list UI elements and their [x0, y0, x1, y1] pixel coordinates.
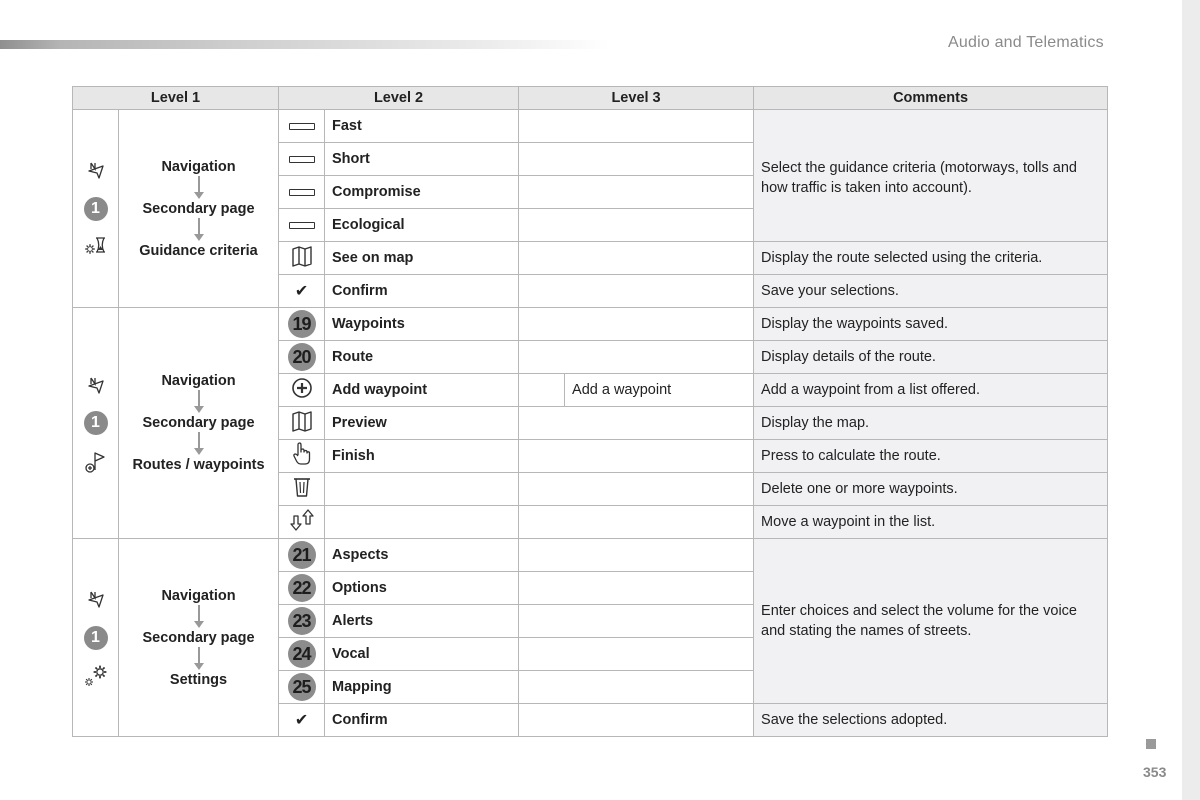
number-20-badge: 20 [288, 343, 316, 371]
page-number: 353 [1143, 764, 1167, 780]
level2-icon-cell [279, 671, 325, 704]
level2-label: Confirm [325, 275, 519, 308]
level3-cell [519, 572, 754, 605]
comment-cell: Move a waypoint in the list. [754, 506, 1108, 539]
down-arrow-icon [119, 604, 278, 630]
down-arrow-icon [119, 431, 278, 457]
level3-cell [519, 407, 754, 440]
level1-icon-cell [73, 308, 119, 539]
level2-label: Add waypoint [325, 374, 519, 407]
comment-cell: Display the waypoints saved. [754, 308, 1108, 341]
level1-path-cell [119, 539, 279, 737]
level2-label: Short [325, 143, 519, 176]
move-arrows-icon [288, 508, 316, 532]
navigation-icon [82, 586, 109, 613]
level2-icon-cell [279, 605, 325, 638]
level3-cell [519, 704, 754, 737]
level3-cell [519, 242, 754, 275]
level2-label: Waypoints [325, 308, 519, 341]
level2-icon-cell [279, 275, 325, 308]
trash-icon [292, 476, 312, 498]
comment-cell: Press to calculate the route. [754, 440, 1108, 473]
check-icon: ✔ [294, 712, 309, 729]
level2-label: Options [325, 572, 519, 605]
header-gradient-bar [0, 40, 610, 49]
level2-label: See on map [325, 242, 519, 275]
level3-cell [519, 506, 754, 539]
level1-path-cell [119, 308, 279, 539]
level3-label: Add a waypoint [565, 374, 754, 407]
level2-icon-cell [279, 704, 325, 737]
header-comments: Comments [754, 87, 1108, 110]
header-level-2: Level 2 [279, 87, 519, 110]
level2-icon-cell [279, 506, 325, 539]
level2-icon-cell [279, 308, 325, 341]
level3-cell [519, 176, 754, 209]
level2-label: Fast [325, 110, 519, 143]
page-marker [1146, 739, 1156, 749]
table-row [73, 539, 1108, 572]
number-24-badge: 24 [288, 640, 316, 668]
comment-cell: Save the selections adopted. [754, 704, 1108, 737]
number-1-badge: 1 [84, 197, 108, 221]
header-level-1: Level 1 [73, 87, 279, 110]
level1-secondary-page: Secondary page [142, 415, 255, 431]
number-22-badge: 22 [288, 574, 316, 602]
level2-label: Alerts [325, 605, 519, 638]
header-level-3: Level 3 [519, 87, 754, 110]
level1-path-cell [119, 110, 279, 308]
level1-navigation: Navigation [161, 587, 236, 604]
level2-label: Compromise [325, 176, 519, 209]
route-waypoint-flag-icon [82, 448, 109, 475]
plus-circle-icon [291, 377, 313, 399]
level3-cell [519, 638, 754, 671]
navigation-icon [82, 371, 109, 398]
level2-label [325, 473, 519, 506]
comment-cell: Select the guidance criteria (motorways, tolls and how traffic is taken into account). [754, 110, 1108, 242]
level2-icon-cell [279, 407, 325, 440]
number-21-badge: 21 [288, 541, 316, 569]
level2-label: Confirm [325, 704, 519, 737]
level3-cell [519, 143, 754, 176]
level3-cell [519, 341, 754, 374]
level2-icon-cell [279, 572, 325, 605]
down-arrow-icon [119, 217, 278, 243]
settings-gears-icon [82, 663, 109, 690]
level2-icon-cell [279, 341, 325, 374]
level3-cell [519, 605, 754, 638]
comment-cell: Display details of the route. [754, 341, 1108, 374]
navigation-icon [82, 157, 109, 184]
level1-icon-cell [73, 539, 119, 737]
map-icon [291, 245, 313, 267]
level2-icon-cell [279, 440, 325, 473]
dash-icon [289, 222, 315, 229]
level3-cell [519, 440, 754, 473]
level1-routes-waypoints: Routes / waypoints [132, 457, 265, 473]
table-row [73, 110, 1108, 143]
level1-settings: Settings [169, 671, 228, 688]
navigation-menu-table [72, 86, 1108, 737]
level3-cell [519, 539, 754, 572]
level3-cell [519, 110, 754, 143]
level2-label: Ecological [325, 209, 519, 242]
level2-label: Preview [325, 407, 519, 440]
level2-icon-cell [279, 473, 325, 506]
level2-icon-cell [279, 209, 325, 242]
level2-icon-cell [279, 176, 325, 209]
level3-cell [519, 209, 754, 242]
level1-secondary-page: Secondary page [142, 200, 255, 217]
level1-icon-cell [73, 110, 119, 308]
number-1-badge: 1 [84, 411, 108, 435]
level2-icon-cell [279, 638, 325, 671]
comment-cell: Save your selections. [754, 275, 1108, 308]
level2-icon-cell [279, 374, 325, 407]
dash-icon [289, 189, 315, 196]
level1-secondary-page: Secondary page [142, 629, 255, 646]
number-19-badge: 19 [288, 310, 316, 338]
level3-cell [519, 473, 754, 506]
level1-navigation: Navigation [161, 158, 236, 175]
level2-label: Mapping [325, 671, 519, 704]
level3-cell [519, 671, 754, 704]
level1-navigation: Navigation [161, 373, 236, 389]
down-arrow-icon [119, 646, 278, 672]
dash-icon [289, 156, 315, 163]
down-arrow-icon [119, 389, 278, 415]
hand-pointer-icon [291, 442, 313, 466]
map-icon [291, 410, 313, 432]
comment-cell: Enter choices and select the volume for the voice and stating the names of streets. [754, 539, 1108, 704]
number-23-badge: 23 [288, 607, 316, 635]
table-header-row [73, 87, 1108, 110]
level2-label: Vocal [325, 638, 519, 671]
level2-label: Finish [325, 440, 519, 473]
number-25-badge: 25 [288, 673, 316, 701]
level2-label: Aspects [325, 539, 519, 572]
down-arrow-icon [119, 175, 278, 201]
level2-icon-cell [279, 110, 325, 143]
comment-cell: Display the map. [754, 407, 1108, 440]
level2-label [325, 506, 519, 539]
table-row [73, 308, 1108, 341]
level3-cell [519, 308, 754, 341]
level2-icon-cell [279, 143, 325, 176]
level3-cell [519, 275, 754, 308]
level2-label: Route [325, 341, 519, 374]
level1-guidance-criteria: Guidance criteria [139, 242, 258, 259]
check-icon: ✔ [294, 283, 309, 300]
dash-icon [289, 123, 315, 130]
guidance-criteria-icon [82, 234, 109, 261]
comment-cell: Display the route selected using the criteria. [754, 242, 1108, 275]
level3-icon-cell [519, 374, 565, 407]
level2-icon-cell [279, 242, 325, 275]
comment-cell: Add a waypoint from a list offered. [754, 374, 1108, 407]
section-title: Audio and Telematics [948, 34, 1104, 51]
comment-cell: Delete one or more waypoints. [754, 473, 1108, 506]
level2-icon-cell [279, 539, 325, 572]
number-1-badge: 1 [84, 626, 108, 650]
page-edge-strip [1182, 0, 1200, 800]
